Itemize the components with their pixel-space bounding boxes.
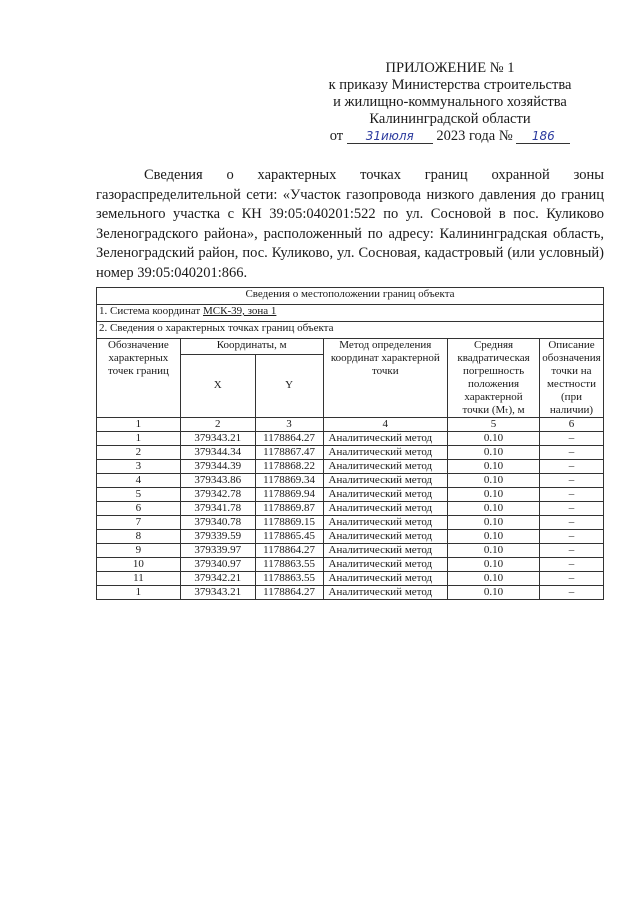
x-cell: 379343.21 <box>180 586 255 600</box>
col-number: 5 <box>448 418 540 432</box>
y-cell: 1178869.87 <box>255 502 323 516</box>
method-cell: Аналитический метод <box>323 558 448 572</box>
col-number: 2 <box>180 418 255 432</box>
description-cell: – <box>539 530 603 544</box>
description-cell: – <box>539 474 603 488</box>
table-row <box>97 446 604 460</box>
col-number: 1 <box>97 418 181 432</box>
y-cell: 1178864.27 <box>255 586 323 600</box>
description-cell: – <box>539 558 603 572</box>
point-cell: 2 <box>97 446 181 460</box>
method-cell: Аналитический метод <box>323 460 448 474</box>
y-cell: 1178867.47 <box>255 446 323 460</box>
method-cell: Аналитический метод <box>323 474 448 488</box>
method-cell: Аналитический метод <box>323 586 448 600</box>
table-row <box>97 516 604 530</box>
handwritten-number: 186 <box>516 129 570 144</box>
coordinate-system-label: 1. Система координат <box>99 305 201 317</box>
coordinate-system-row <box>97 305 604 322</box>
table-row <box>97 544 604 558</box>
annex-date-line <box>300 128 600 145</box>
point-cell: 11 <box>97 572 181 586</box>
header-y: Y <box>255 354 323 417</box>
precision-cell: 0.10 <box>448 488 540 502</box>
description-cell: – <box>539 446 603 460</box>
from-label: от <box>329 128 344 144</box>
table-row <box>97 530 604 544</box>
method-cell: Аналитический метод <box>323 432 448 446</box>
method-cell: Аналитический метод <box>323 446 448 460</box>
point-cell: 7 <box>97 516 181 530</box>
header-coordinates: Координаты, м <box>180 339 323 355</box>
annex-line-region: Калининградской области <box>369 111 531 127</box>
table-row <box>97 558 604 572</box>
y-cell: 1178869.15 <box>255 516 323 530</box>
table-row <box>97 488 604 502</box>
annex-title: ПРИЛОЖЕНИЕ № 1 <box>385 60 515 76</box>
description-cell: – <box>539 572 603 586</box>
y-cell: 1178868.22 <box>255 460 323 474</box>
col-number: 3 <box>255 418 323 432</box>
header-method: Метод определения координат характерной точки <box>323 339 448 418</box>
y-cell: 1178864.27 <box>255 544 323 558</box>
col-number: 6 <box>539 418 603 432</box>
description-cell: – <box>539 488 603 502</box>
x-cell: 379343.86 <box>180 474 255 488</box>
table-row <box>97 502 604 516</box>
x-cell: 379343.21 <box>180 432 255 446</box>
annex-line-order: к приказу Министерства строительства <box>328 77 572 93</box>
column-numbers-row <box>97 418 604 432</box>
table-title: Сведения о местоположении границ объекта <box>97 288 604 305</box>
point-cell: 1 <box>97 432 181 446</box>
header-x: X <box>180 354 255 417</box>
header-designation: Обозначение характерных точек границ <box>97 339 181 418</box>
x-cell: 379339.59 <box>180 530 255 544</box>
handwritten-date: 31июля <box>347 129 433 144</box>
point-cell: 4 <box>97 474 181 488</box>
precision-cell: 0.10 <box>448 586 540 600</box>
y-cell: 1178869.34 <box>255 474 323 488</box>
table-row <box>97 586 604 600</box>
coordinates-table <box>96 287 604 600</box>
annex-header <box>300 60 600 145</box>
point-cell: 6 <box>97 502 181 516</box>
y-cell: 1178863.55 <box>255 558 323 572</box>
precision-cell: 0.10 <box>448 460 540 474</box>
description-cell: – <box>539 432 603 446</box>
y-cell: 1178864.27 <box>255 432 323 446</box>
point-cell: 1 <box>97 586 181 600</box>
point-cell: 9 <box>97 544 181 558</box>
x-cell: 379339.97 <box>180 544 255 558</box>
table-row <box>97 460 604 474</box>
x-cell: 379342.78 <box>180 488 255 502</box>
method-cell: Аналитический метод <box>323 488 448 502</box>
precision-cell: 0.10 <box>448 446 540 460</box>
precision-cell: 0.10 <box>448 474 540 488</box>
precision-cell: 0.10 <box>448 572 540 586</box>
description-cell: – <box>539 586 603 600</box>
point-cell: 8 <box>97 530 181 544</box>
description-cell: – <box>539 502 603 516</box>
point-cell: 5 <box>97 488 181 502</box>
x-cell: 379340.78 <box>180 516 255 530</box>
table-row <box>97 432 604 446</box>
method-cell: Аналитический метод <box>323 502 448 516</box>
x-cell: 379342.21 <box>180 572 255 586</box>
y-cell: 1178863.55 <box>255 572 323 586</box>
method-cell: Аналитический метод <box>323 572 448 586</box>
precision-cell: 0.10 <box>448 502 540 516</box>
annex-line-ministry: и жилищно-коммунального хозяйства <box>333 94 567 110</box>
header-precision: Средняя квадратическая погрешность положения характерной точки (Mₜ), м <box>448 339 540 418</box>
precision-cell: 0.10 <box>448 530 540 544</box>
col-number: 4 <box>323 418 448 432</box>
method-cell: Аналитический метод <box>323 530 448 544</box>
y-cell: 1178865.45 <box>255 530 323 544</box>
header-description: Описание обозначения точки на местности (при наличии) <box>539 339 603 418</box>
x-cell: 379344.34 <box>180 446 255 460</box>
x-cell: 379340.97 <box>180 558 255 572</box>
points-section-title: 2. Сведения о характерных точках границ объекта <box>97 322 604 339</box>
precision-cell: 0.10 <box>448 516 540 530</box>
coordinate-system-value: МСК-39, зона 1 <box>202 305 277 317</box>
x-cell: 379341.78 <box>180 502 255 516</box>
description-cell: – <box>539 544 603 558</box>
description-cell: – <box>539 460 603 474</box>
method-cell: Аналитический метод <box>323 544 448 558</box>
intro-paragraph: Сведения о характерных точках границ охранной зоны газораспределительной сети: «Участок газопровода низкого давления до границ земельного участка с КН 39:05:040201:522 по ул. Сосновой в пос. Куликово Зеленоградского района», расположенный по адресу: Калининградская область, Зеленоградский район, пос. Куликово, ул. Сосновая, кадастровый (или условный) номер 39:05:040201:866. <box>96 167 604 281</box>
y-cell: 1178869.94 <box>255 488 323 502</box>
description-cell: – <box>539 516 603 530</box>
precision-cell: 0.10 <box>448 544 540 558</box>
table-row <box>97 572 604 586</box>
point-cell: 3 <box>97 460 181 474</box>
year-text: 2023 года № <box>436 128 513 144</box>
method-cell: Аналитический метод <box>323 516 448 530</box>
precision-cell: 0.10 <box>448 558 540 572</box>
point-cell: 10 <box>97 558 181 572</box>
table-row <box>97 474 604 488</box>
x-cell: 379344.39 <box>180 460 255 474</box>
precision-cell: 0.10 <box>448 432 540 446</box>
